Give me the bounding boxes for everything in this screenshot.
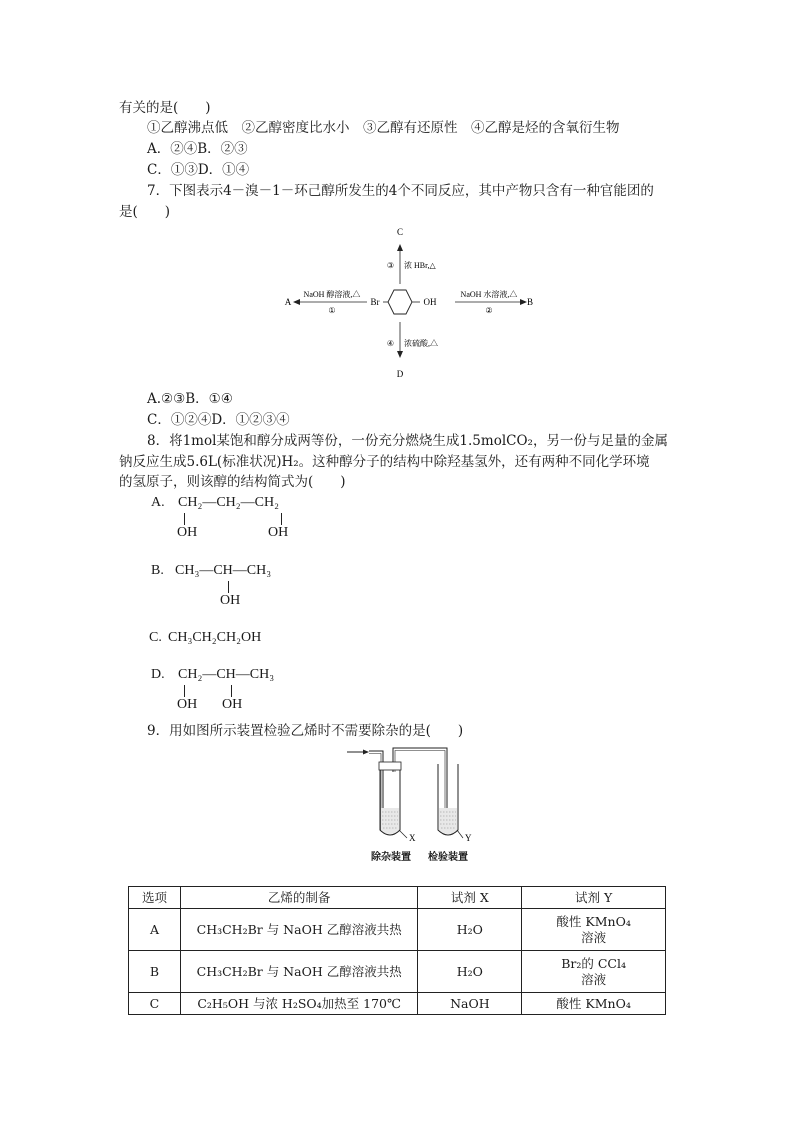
table-cell: B (129, 951, 181, 993)
reaction-2-number: ② (485, 306, 493, 315)
option-a-oh-2: OH (268, 525, 289, 540)
table-cell: NaOH (418, 993, 522, 1015)
text-line: 钠反应生成5.6L(标准状况)H₂。这种醇分子的结构中除羟基氢外，还有两种不同化学环境 (119, 454, 650, 470)
text-line: ①乙醇沸点低 ②乙醇密度比水小 ③乙醇有还原性 ④乙醇是烃的含氧衍生物 (147, 120, 620, 136)
table-cell: H₂O (418, 951, 522, 993)
table-header-row (129, 887, 666, 909)
table-header: 乙烯的制备 (180, 887, 418, 909)
table-row (129, 993, 666, 1015)
text-line: 的氢原子，则该醇的结构简式为( ) (119, 474, 346, 490)
option-d-oh-1: OH (177, 697, 198, 712)
reagent-y-label: Y (465, 833, 472, 843)
option-line: A．②④B．②③ (147, 141, 248, 157)
option-c-formula: CH₃CH₂CH₂OH (168, 630, 262, 645)
table-cell (522, 909, 666, 951)
table-cell: C₂H₅OH 与浓 H₂SO₄加热至 170℃ (180, 993, 418, 1015)
option-a-oh-1: OH (177, 525, 198, 540)
reagent-x-label: X (409, 833, 416, 843)
purification-caption: 除杂装置 (371, 852, 411, 863)
option-b-label: B. (151, 563, 164, 578)
table-cell: CH₃CH₂Br 与 NaOH 乙醇溶液共热 (180, 909, 418, 951)
question-9-text: 9．用如图所示装置检验乙烯时不需要除杂的是( ) (147, 723, 464, 739)
cell-line: 溶液 (581, 971, 607, 987)
cell-line: 酸性 KMnO₄ (556, 913, 631, 929)
apparatus-diagram (345, 742, 485, 846)
table-header: 试剂 X (418, 887, 522, 909)
reaction-diagram (280, 222, 540, 382)
options-table (128, 886, 666, 1015)
option-a-formula: CH₂—CH₂—CH₂ (178, 495, 279, 510)
cell-line: Br₂的 CCl₄ (561, 955, 627, 971)
reaction-1-condition: NaOH 醇溶液,△ (303, 290, 361, 299)
option-c-label: C. (149, 630, 162, 645)
table-header: 试剂 Y (522, 887, 666, 909)
reaction-1-number: ① (328, 306, 336, 315)
option-line: C．①②④D．①②③④ (147, 412, 290, 428)
cyclohexane-ring (388, 290, 412, 314)
option-b-formula: CH₃—CH—CH₃ (175, 563, 272, 578)
reaction-3-condition: 浓 HBr,△ (404, 261, 436, 270)
option-d-oh-2: OH (222, 697, 243, 712)
hydroxyl-label: OH (423, 297, 437, 307)
option-line: A.②③B．①④ (147, 391, 233, 407)
reaction-4-condition: 浓硫酸,△ (404, 339, 438, 348)
option-b-oh: OH (220, 593, 241, 608)
bond-line (228, 581, 229, 593)
table-row (129, 951, 666, 993)
bond-line (184, 513, 185, 525)
question-8-text: 8．将1mol某饱和醇分成两等份，一份充分燃烧生成1.5molCO₂，另一份与足量的金属 (147, 433, 668, 449)
option-line: C．①③D．①④ (147, 162, 250, 178)
table-row (129, 909, 666, 951)
reaction-4-number: ④ (386, 339, 394, 348)
question-7-text: 7．下图表示4－溴－1－环己醇所发生的4个不同反应，其中产物只含有一种官能团的 (147, 183, 654, 199)
bond-line (281, 513, 282, 525)
product-c-label: C (396, 227, 404, 237)
option-d-formula: CH₂—CH—CH₃ (178, 667, 275, 682)
bromine-label: Br (370, 297, 380, 307)
option-a-label: A. (151, 495, 165, 510)
option-d-label: D. (151, 667, 165, 682)
product-d-label: D (396, 369, 404, 379)
text-line: 是( ) (119, 204, 171, 220)
table-cell: C (129, 993, 181, 1015)
table-cell: CH₃CH₂Br 与 NaOH 乙醇溶液共热 (180, 951, 418, 993)
reaction-2-condition: NaOH 水溶液,△ (460, 290, 518, 299)
table-cell: 酸性 KMnO₄ (522, 993, 666, 1015)
table-cell: A (129, 909, 181, 951)
table-header: 选项 (129, 887, 181, 909)
product-b-label: B (526, 297, 534, 307)
table-cell (522, 951, 666, 993)
reaction-3-number: ③ (386, 261, 394, 270)
text-line: 有关的是( ) (119, 100, 211, 116)
bond-line (231, 685, 232, 697)
bond-line (184, 685, 185, 697)
table-cell: H₂O (418, 909, 522, 951)
product-a-label: A (284, 297, 292, 307)
detection-caption: 检验装置 (428, 852, 468, 863)
cell-line: 溶液 (581, 929, 607, 945)
